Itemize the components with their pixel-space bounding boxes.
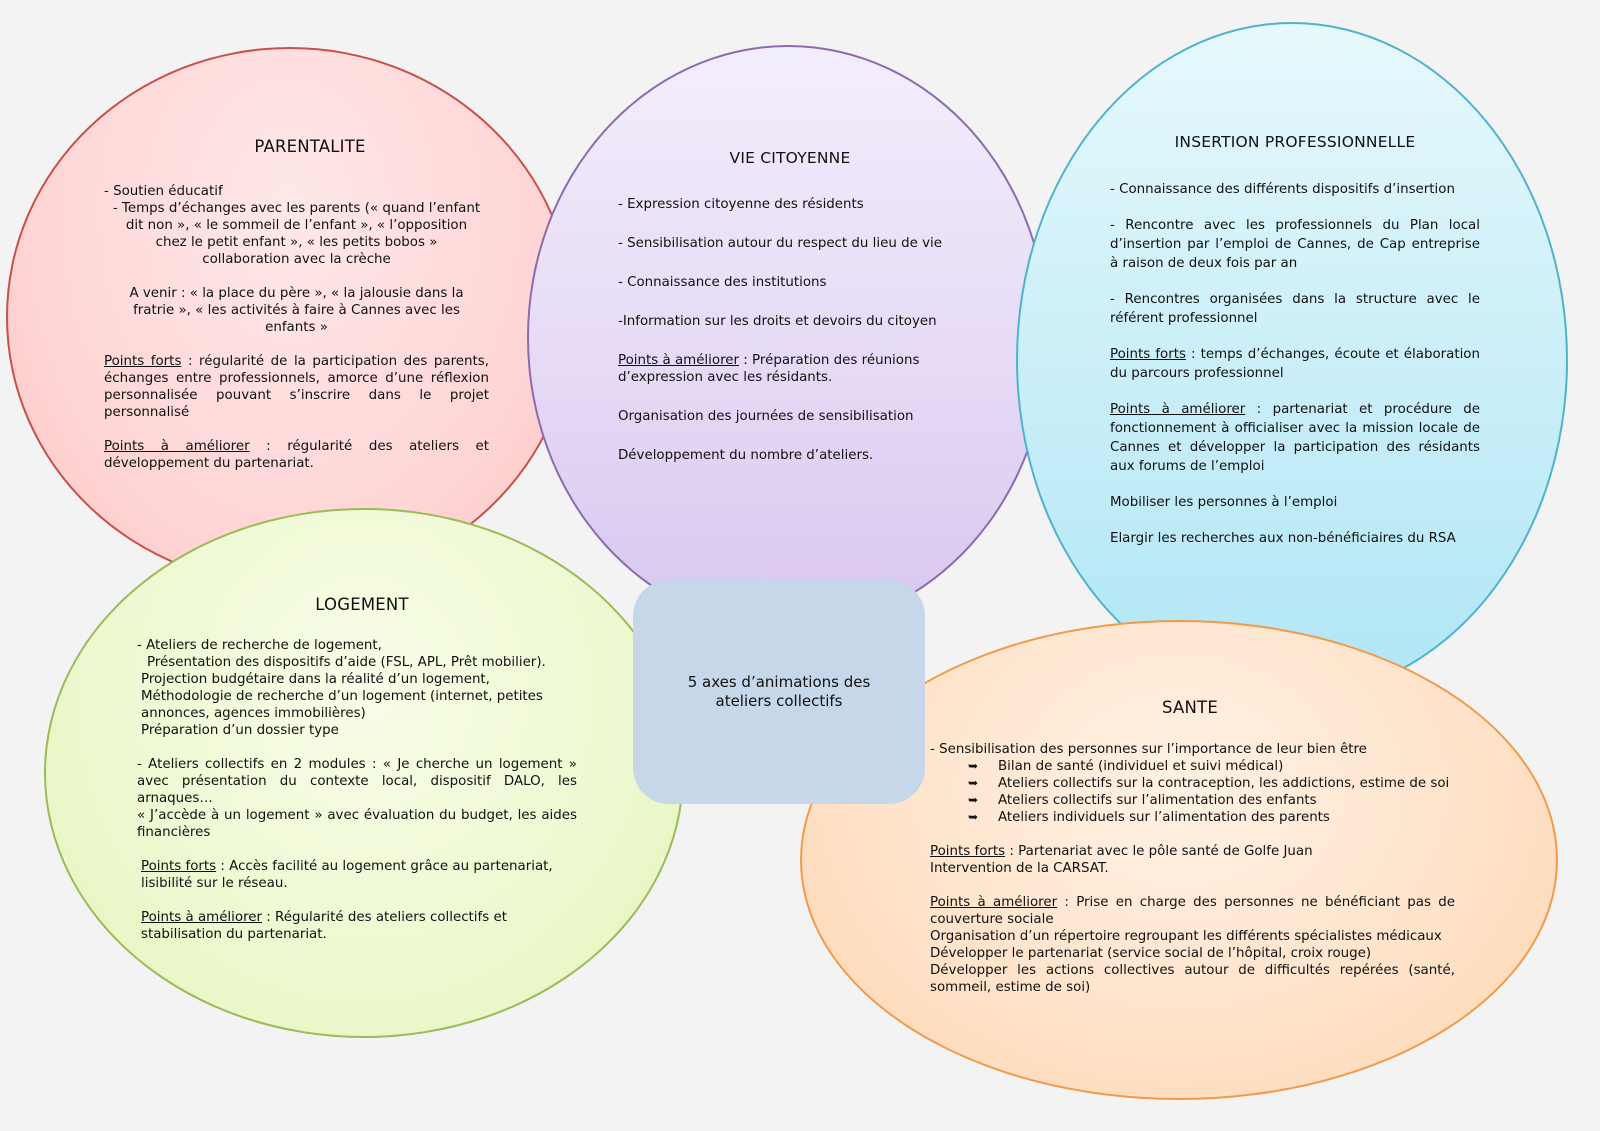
parentalite-line: A venir : « la place du père », « la jalousie dans la fratrie », « les activités à faire à Cannes avec les enfants »: [129, 286, 464, 335]
logement-line: Préparation d’un dossier type: [141, 723, 339, 738]
parentalite-line: - Soutien éducatif: [104, 184, 223, 199]
insertion-title: INSERTION PROFESSIONNELLE: [1174, 133, 1416, 151]
vie-points-ameliorer: [618, 352, 938, 386]
points-ameliorer-label: Points à améliorer: [104, 439, 250, 454]
insertion-content: [1110, 180, 1480, 548]
points-forts-text: : Partenariat avec le pôle santé de Golfe Juan Intervention de la CARSAT.: [930, 844, 1313, 876]
insertion-line: - Rencontre avec les professionnels du Plan local d’insertion par l’emploi de Cannes, de Cap entreprise à raison de deux fois par an: [1110, 218, 1480, 271]
logement-line: Présentation des dispositifs d’aide (FSL, APL, Prêt mobilier).: [147, 655, 546, 670]
list-item: ➥ Ateliers individuels sur l’alimentation des parents: [930, 809, 1455, 826]
center-box: [633, 580, 925, 804]
points-ameliorer-label: Points à améliorer: [618, 353, 740, 368]
sante-points-forts: [930, 843, 1340, 877]
insertion-line: - Connaissance des différents dispositifs d’insertion: [1110, 182, 1455, 197]
points-ameliorer-text: : Préparation des réunions d’expression avec les résidants.: [618, 353, 920, 385]
vie-citoyenne-content: [618, 196, 963, 464]
sante-line: Développer le partenariat (service social de l’hôpital, croix rouge): [930, 946, 1372, 961]
parentalite-content: [104, 183, 489, 472]
points-forts-label: Points forts: [1110, 347, 1186, 362]
points-ameliorer-text: : partenariat et procédure de fonctionnement à officialiser avec la mission locale de Cannes et développer la participation des résidants aux forums de l’emploi: [1110, 402, 1480, 474]
points-forts-label: Points forts: [104, 354, 182, 369]
points-forts-text: : temps d’échanges, écoute et élaboration du parcours professionnel: [1110, 347, 1480, 381]
vie-line: - Sensibilisation autour du respect du lieu de vie: [618, 236, 942, 251]
list-item: ➥ Ateliers collectifs sur la contraception, les addictions, estime de soi: [930, 775, 1455, 792]
sante-points-ameliorer: [930, 894, 1455, 928]
logement-line: - Ateliers de recherche de logement,: [137, 638, 382, 653]
points-ameliorer-text: : Régularité des ateliers collectifs et stabilisation du partenariat.: [141, 910, 507, 942]
logement-points-ameliorer: [137, 909, 531, 943]
sante-arrow-list: [930, 758, 1455, 826]
parentalite-points-ameliorer: [104, 438, 489, 472]
points-ameliorer-label: Points à améliorer: [141, 910, 263, 925]
logement-line: - Ateliers collectifs en 2 modules : « Je cherche un logement » avec présentation du contexte local, dispositif DALO, les arnaques…: [137, 757, 577, 806]
points-ameliorer-label: Points à améliorer: [930, 895, 1058, 910]
insertion-line: Mobiliser les personnes à l’emploi: [1110, 495, 1338, 510]
insertion-line: - Rencontres organisées dans la structure avec le référent professionnel: [1110, 292, 1480, 326]
sante-title: SANTE: [1162, 698, 1218, 717]
logement-line: Méthodologie de recherche d’un logement (internet, petites annonces, agences immobilières): [141, 689, 543, 721]
parentalite-title: PARENTALITE: [254, 137, 366, 156]
points-forts-label: Points forts: [141, 859, 217, 874]
logement-line: « J’accède à un logement » avec évaluation du budget, les aides financières: [137, 808, 577, 840]
parentalite-line: - Temps d’échanges avec les parents (« quand l’enfant dit non », « le sommeil de l’enfant », « l’opposition chez le petit enfant », « les petits bobos » collaboration avec la crèche: [112, 201, 481, 267]
insertion-points-forts: [1110, 345, 1480, 383]
logement-line: Projection budgétaire dans la réalité d’un logement,: [141, 672, 490, 687]
sante-line: Organisation d’un répertoire regroupant les différents spécialistes médicaux: [930, 929, 1442, 944]
logement-title: LOGEMENT: [315, 595, 409, 614]
points-forts-label: Points forts: [930, 844, 1006, 859]
parentalite-points-forts: [104, 353, 489, 421]
vie-citoyenne-title: VIE CITOYENNE: [729, 149, 851, 167]
points-ameliorer-text: : Prise en charge des personnes ne bénéficiant pas de couverture sociale: [930, 895, 1455, 927]
insertion-line: Elargir les recherches aux non-bénéficiaires du RSA: [1110, 531, 1456, 546]
vie-line: Développement du nombre d’ateliers.: [618, 448, 874, 463]
vie-line: - Expression citoyenne des résidents: [618, 197, 864, 212]
vie-line: Organisation des journées de sensibilisation: [618, 409, 914, 424]
sante-line: Développer les actions collectives autour de difficultés repérées (santé, sommeil, estime de soi): [930, 963, 1455, 995]
vie-line: - Connaissance des institutions: [618, 275, 827, 290]
center-label: 5 axes d’animations des ateliers collectifs: [687, 673, 871, 710]
list-item: ➥ Bilan de santé (individuel et suivi médical): [930, 758, 1455, 775]
points-ameliorer-text: : régularité des ateliers et développement du partenariat.: [104, 439, 489, 471]
logement-content: [137, 637, 577, 943]
insertion-points-ameliorer: [1110, 400, 1480, 476]
points-forts-text: : régularité de la participation des parents, échanges entre professionnels, amorce d’une réflexion personnalisée pouvant s’inscrire dans le projet personnalisé: [104, 354, 489, 420]
points-forts-text: : Accès facilité au logement grâce au partenariat, lisibilité sur le réseau.: [141, 859, 553, 891]
vie-line: -Information sur les droits et devoirs du citoyen: [618, 314, 937, 329]
sante-line: - Sensibilisation des personnes sur l’importance de leur bien être: [930, 742, 1367, 757]
list-item: ➥ Ateliers collectifs sur l’alimentation des enfants: [930, 792, 1455, 809]
points-ameliorer-label: Points à améliorer: [1110, 402, 1246, 417]
logement-points-forts: [137, 858, 571, 892]
sante-content: [930, 741, 1455, 996]
